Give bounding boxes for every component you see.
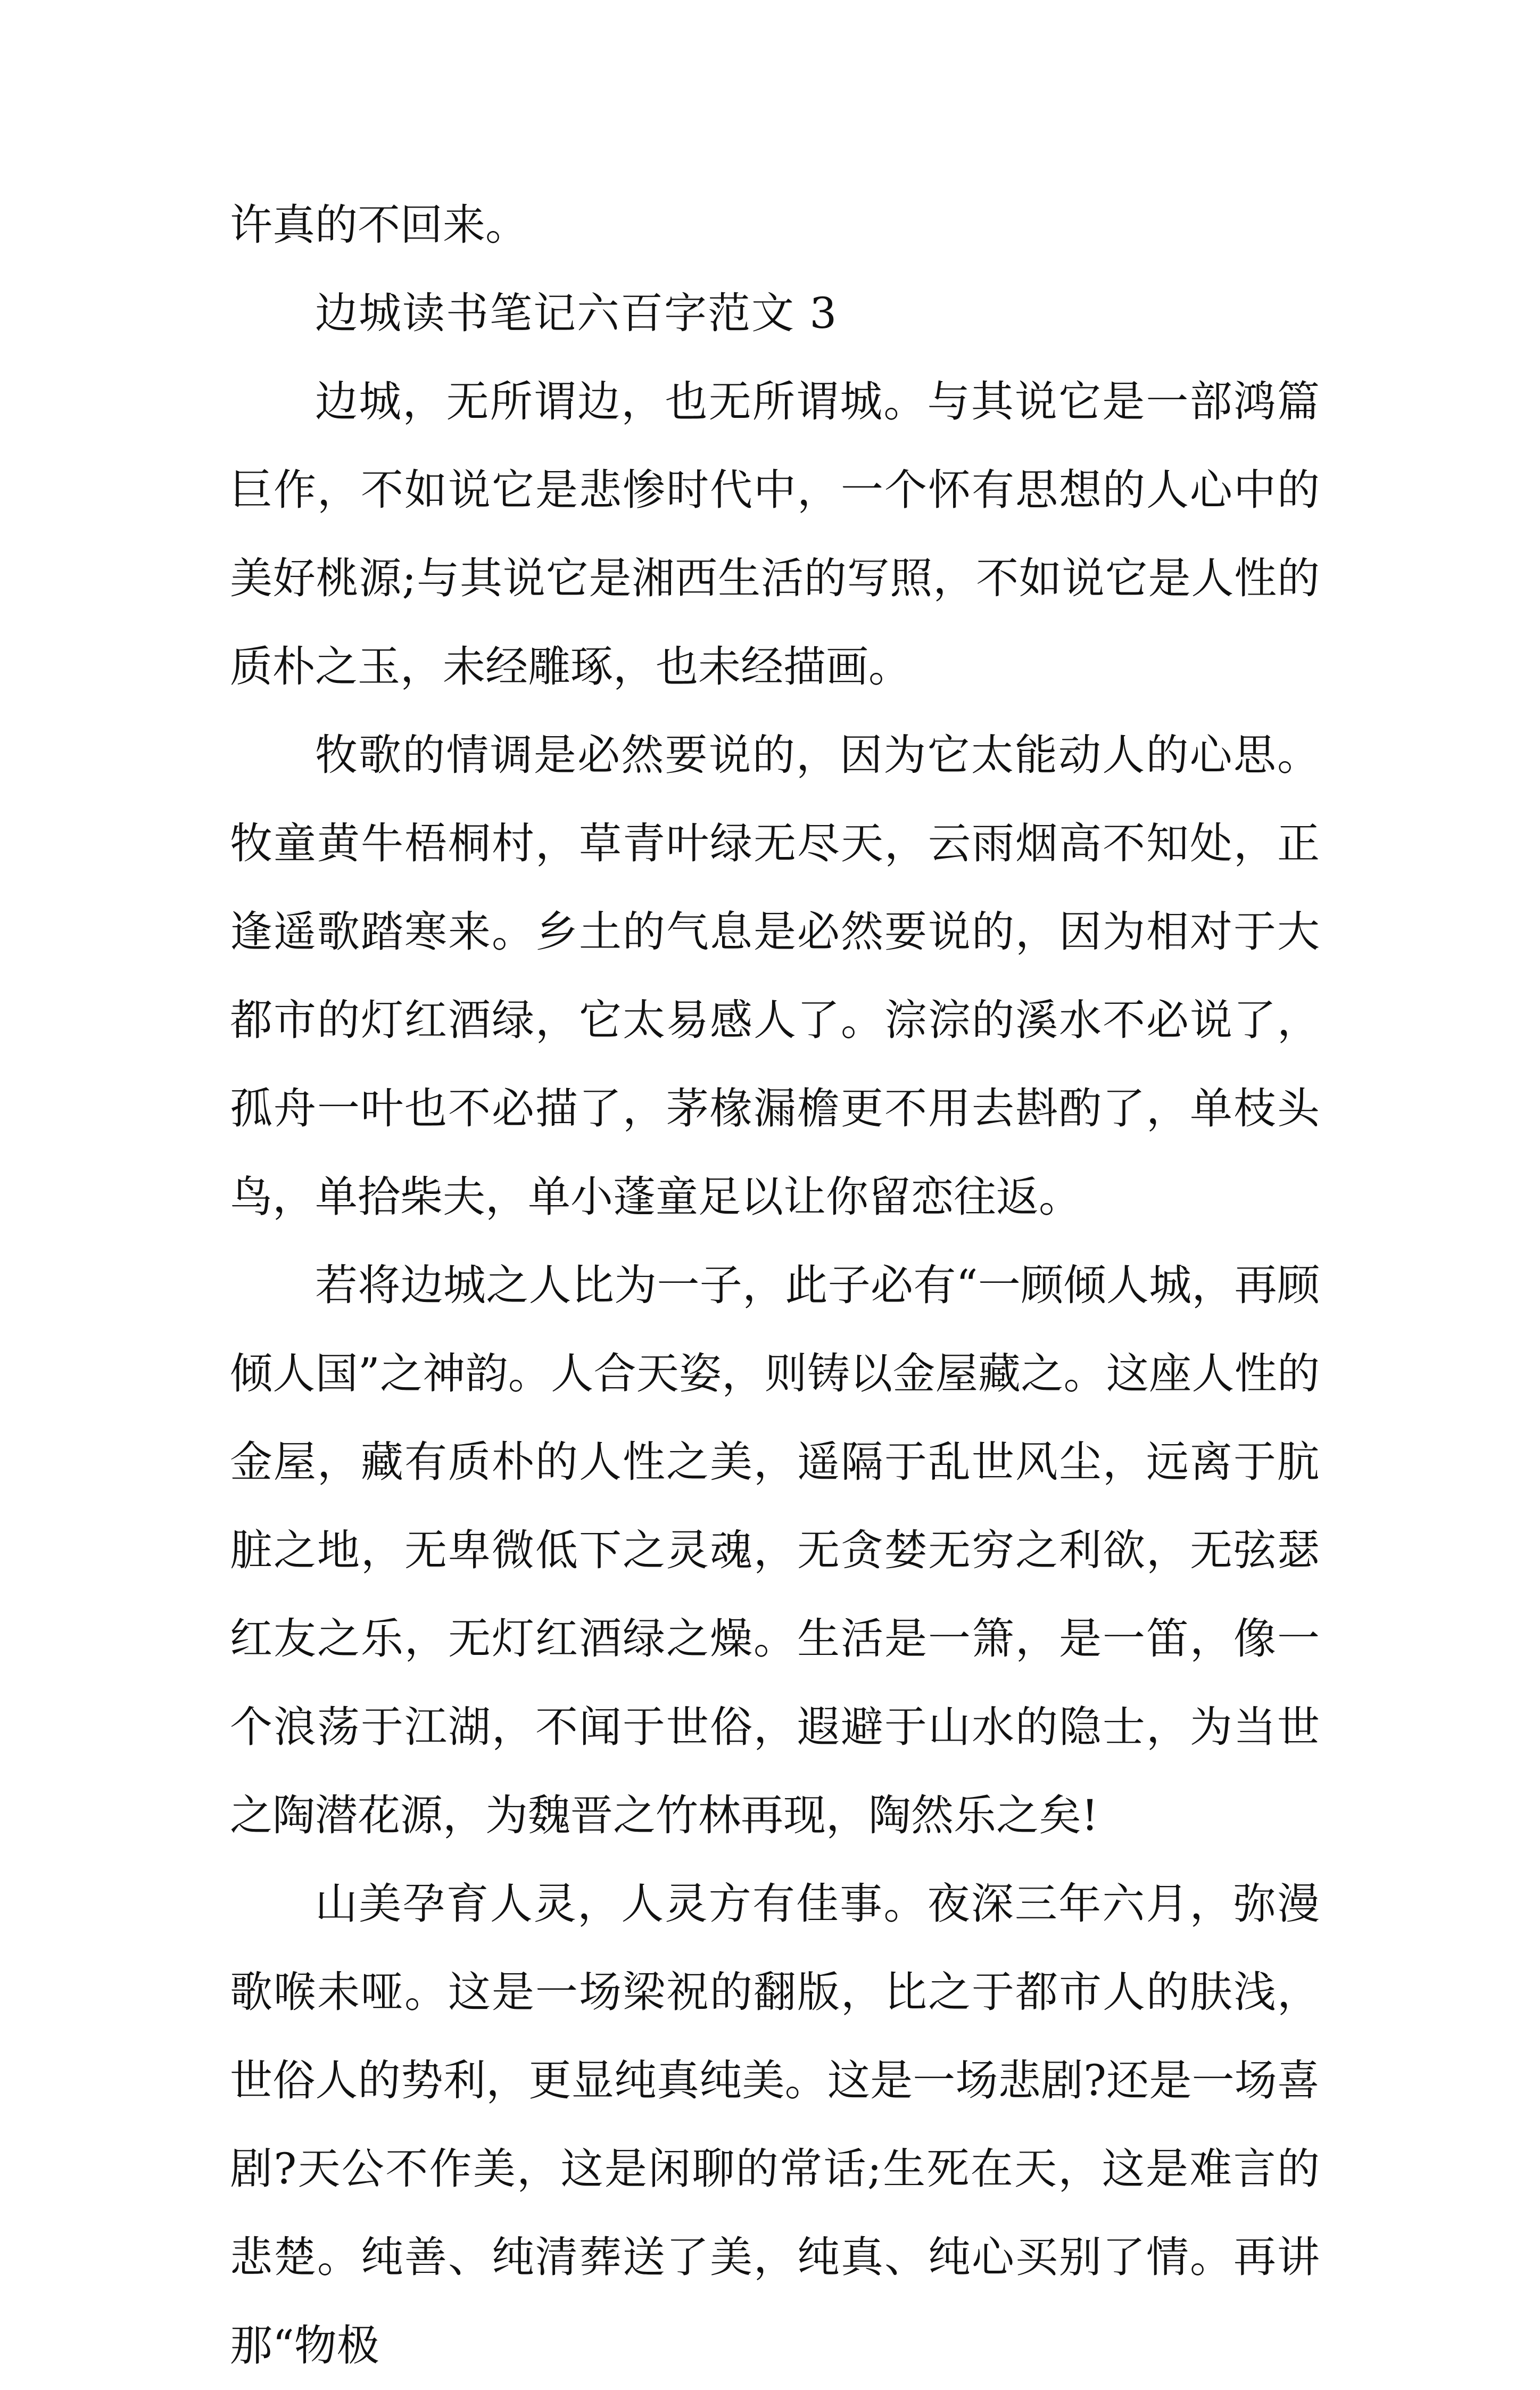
paragraph-3: 若将边城之人比为一子，此子必有“一顾倾人城，再顾倾人国”之神韵。人合天姿，则铸以金屋藏之。这座人性的金屋，藏有质朴的人性之美，遥隔于乱世风尘，远离于肮脏之地，无卑微低下之灵魂，无贪婪无穷之利欲，无弦瑟红友之乐，无灯红酒绿之燥。生活是一箫，是一笛，像一个浪荡于江湖，不闻于世俗，遐避于山水的隐士，为当世之陶潜花源，为魏晋之竹林再现，陶然乐之矣! xyxy=(230,1260,1320,1840)
section-heading: 边城读书笔记六百字范文 3 xyxy=(315,289,838,338)
paragraph-4: 山美孕育人灵，人灵方有佳事。夜深三年六月，弥漫歌喉未哑。这是一场梁祝的翻版，比之于都市人的肤浅，世俗人的势利，更显纯真纯美。这是一场悲剧?还是一场喜剧?天公不作美，这是闲聊的常话;生死在天，这是难言的悲楚。纯善、纯清葬送了美，纯真、纯心买别了情。再讲那“物极 xyxy=(230,1879,1320,2370)
document-body xyxy=(230,181,1320,2390)
paragraph-1: 边城，无所谓边，也无所谓城。与其说它是一部鸿篇巨作，不如说它是悲惨时代中，一个怀有思想的人心中的美好桃源;与其说它是湘西生活的写照，不如说它是人性的质朴之玉，未经雕琢，也未经描画。 xyxy=(230,377,1320,691)
paragraph-2: 牧歌的情调是必然要说的，因为它太能动人的心思。牧童黄牛梧桐村，草青叶绿无尽天，云雨烟高不知处，正逢遥歌踏寒来。乡土的气息是必然要说的，因为相对于大都市的灯红酒绿，它太易感人了。淙淙的溪水不必说了，孤舟一叶也不必描了，茅椽漏檐更不用去斟酌了，单枝头鸟，单拾柴夫，单小蓬童足以让你留恋往返。 xyxy=(230,730,1320,1222)
continuation-line: 许真的不回来。 xyxy=(230,200,528,250)
